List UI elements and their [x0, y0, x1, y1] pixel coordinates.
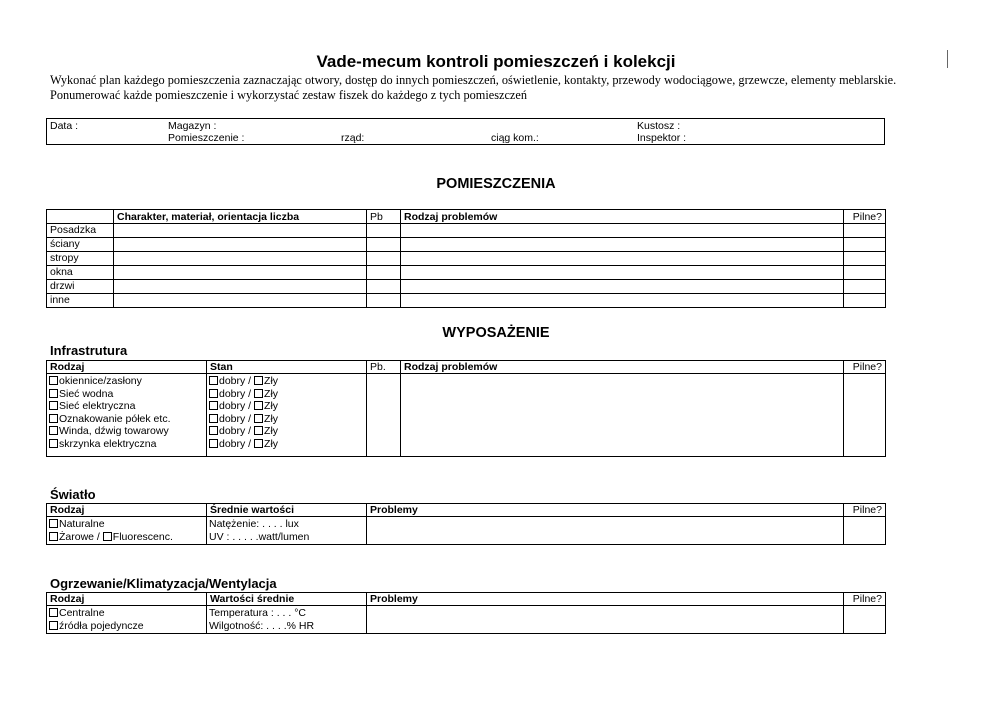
page-title: Vade-mecum kontroli pomieszczeń i kolekcji — [316, 52, 676, 71]
row-label: rząd: — [341, 132, 365, 144]
checkbox[interactable] — [49, 608, 58, 617]
checkbox[interactable] — [49, 519, 58, 528]
col-type: Rodzaj — [47, 361, 207, 374]
curator-label: Kustosz : — [637, 120, 681, 132]
row-label: stropy — [47, 252, 114, 266]
list-item: Sieć elektryczna — [49, 400, 204, 413]
state-option: dobry / Zły — [209, 425, 364, 438]
checkbox[interactable] — [209, 426, 218, 435]
date-label: Data : — [50, 120, 79, 132]
col-state: Stan — [207, 361, 367, 374]
table-header-row — [47, 210, 886, 224]
infra-heading: Infrastrutura — [50, 343, 128, 358]
state-option: dobry / Zły — [209, 413, 364, 426]
col-avg: Średnie wartości — [207, 504, 367, 517]
intensity-value[interactable]: Natężenie: . . . . lux — [209, 518, 299, 530]
checkbox[interactable] — [49, 532, 58, 541]
col-pb: Pb. — [367, 361, 401, 374]
col-problems: Rodzaj problemów — [401, 361, 844, 374]
list-item: Sieć wodna — [49, 388, 204, 401]
humidity-value[interactable]: Wilgotność: . . . .% HR — [209, 619, 315, 632]
table-row — [47, 280, 886, 294]
row-label: ściany — [47, 238, 114, 252]
col-character: Charakter, materiał, orientacja liczba — [114, 210, 367, 224]
col-urgent: Pilne? — [844, 210, 886, 224]
temperature-value[interactable]: Temperatura : . . . °C — [209, 607, 306, 619]
cabinet-row-label: ciąg kom.: — [491, 132, 539, 144]
rooms-table — [46, 209, 886, 308]
checkbox[interactable] — [209, 414, 218, 423]
checkbox[interactable] — [254, 426, 263, 435]
state-option: dobry / Zły — [209, 375, 364, 388]
checkbox[interactable] — [49, 621, 58, 630]
list-item: Naturalne — [49, 518, 204, 531]
warehouse-label: Magazyn : — [168, 120, 217, 132]
list-item: Centralne — [49, 607, 204, 620]
checkbox[interactable] — [254, 414, 263, 423]
checkbox[interactable] — [49, 414, 58, 423]
col-type: Rodzaj — [47, 504, 207, 517]
equipment-heading: WYPOSAŻENIE — [442, 325, 550, 341]
checkbox[interactable] — [49, 389, 58, 398]
uv-value[interactable]: UV : . . . . .watt/lumen — [209, 530, 310, 543]
table-row — [47, 294, 886, 308]
checkbox[interactable] — [209, 401, 218, 410]
table-header-row — [47, 504, 886, 517]
light-table — [46, 503, 886, 545]
checkbox[interactable] — [254, 401, 263, 410]
checkbox[interactable] — [103, 532, 112, 541]
inspector-label: Inspektor : — [637, 132, 687, 144]
row-label: Posadzka — [47, 224, 114, 238]
list-item: skrzynka elektryczna — [49, 438, 204, 451]
checkbox[interactable] — [254, 389, 263, 398]
checkbox[interactable] — [209, 439, 218, 448]
state-option: dobry / Zły — [209, 388, 364, 401]
col-urgent: Pilne? — [844, 361, 886, 374]
checkbox[interactable] — [209, 376, 218, 385]
checkbox[interactable] — [49, 401, 58, 410]
list-item: Oznakowanie półek etc. — [49, 413, 204, 426]
state-option: dobry / Zły — [209, 438, 364, 451]
col-avg: Wartości średnie — [207, 593, 367, 606]
list-item: źródła pojedyncze — [49, 620, 204, 633]
checkbox[interactable] — [254, 439, 263, 448]
table-header-row — [47, 593, 886, 606]
col-pb: Pb — [367, 210, 401, 224]
hvac-table — [46, 592, 886, 634]
light-heading: Światło — [50, 487, 96, 502]
col-problems: Rodzaj problemów — [401, 210, 844, 224]
rooms-heading: POMIESZCZENIA — [436, 176, 556, 192]
checkbox[interactable] — [254, 376, 263, 385]
room-label: Pomieszczenie : — [168, 132, 245, 144]
state-option: dobry / Zły — [209, 400, 364, 413]
text-cursor — [947, 50, 948, 68]
col-urgent: Pilne? — [844, 504, 886, 517]
checkbox[interactable] — [209, 389, 218, 398]
table-row — [47, 238, 886, 252]
row-label: inne — [47, 294, 114, 308]
col-problems: Problemy — [367, 504, 844, 517]
intro-text: Wykonać plan każdego pomieszczenia zaznaczając otwory, dostęp do innych pomieszczeń, oświetlenie, kontakty, przewody wodociągowe, grzewcze, elementy meblarskie. Ponumerować każde pomieszczenie i wykorzystać zestaw fiszek do każdego z tych pomieszczeń — [50, 73, 897, 102]
header-box — [46, 118, 885, 145]
col-problems: Problemy — [367, 593, 844, 606]
col-urgent: Pilne? — [844, 593, 886, 606]
list-item: Żarowe / Fluorescenc. — [49, 531, 204, 544]
list-item: Winda, dźwig towarowy — [49, 425, 204, 438]
row-label: okna — [47, 266, 114, 280]
table-row — [47, 224, 886, 238]
checkbox[interactable] — [49, 426, 58, 435]
infra-table — [46, 360, 886, 457]
checkbox[interactable] — [49, 376, 58, 385]
hvac-heading: Ogrzewanie/Klimatyzacja/Wentylacja — [50, 576, 277, 591]
table-row — [47, 252, 886, 266]
checkbox[interactable] — [49, 439, 58, 448]
list-item: okiennice/zasłony — [49, 375, 204, 388]
table-header-row — [47, 361, 886, 374]
table-row — [47, 266, 886, 280]
row-label: drzwi — [47, 280, 114, 294]
col-type: Rodzaj — [47, 593, 207, 606]
